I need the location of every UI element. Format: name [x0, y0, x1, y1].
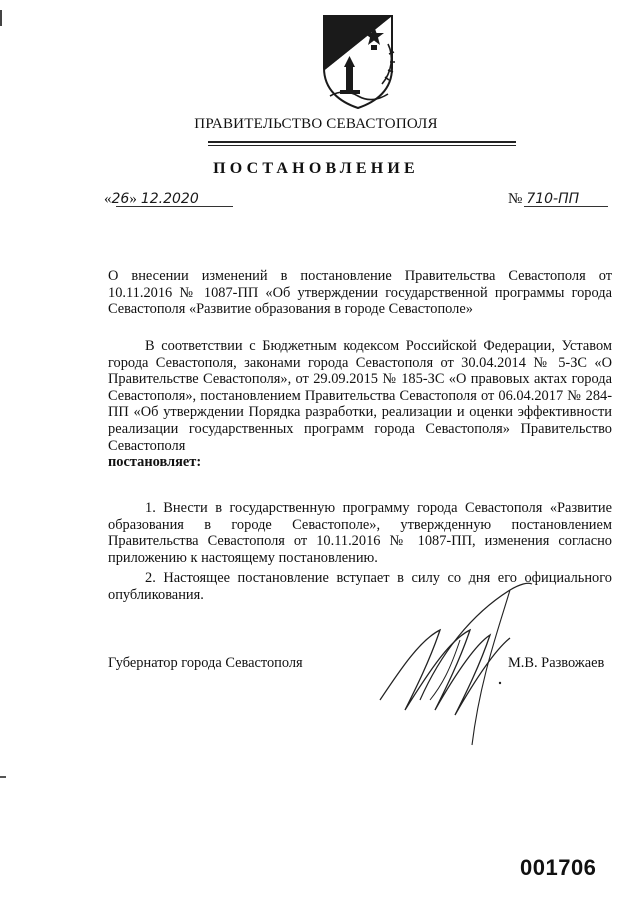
organization-name: ПРАВИТЕЛЬСТВО СЕВАСТОПОЛЯ [194, 116, 438, 132]
resolution-item-1: 1. Внести в государственную программу города Севастополя «Развитие образования в городе Севастополе», утвержденную постановлением Правительства Севастополя от 10.11.2016 № 1087-ПП, изменения согласно приложению к настоящему постановлению. [108, 500, 612, 566]
resolution-item-2: 2. Настоящее постановление вступает в силу со дня его официального опубликования. [108, 570, 612, 603]
resolves-keyword: постановляет: [108, 454, 202, 471]
document-title: О внесении изменений в постановление Правительства Севастополя от 10.11.2016 № 1087-ПП «Об утверждении государственной программы города Севастополя «Развитие образования в городе Севастополе» [108, 268, 612, 318]
scan-edge-mark-top [0, 10, 2, 26]
header-rule-thin [208, 145, 516, 146]
date-underline [116, 206, 233, 207]
number-underline [524, 206, 608, 207]
date-day: 26 [111, 191, 130, 207]
handwritten-signature-icon [360, 560, 560, 760]
legal-basis-paragraph [108, 338, 612, 471]
document-date [104, 190, 232, 210]
signer-position: Губернатор города Севастополя [108, 655, 303, 671]
signer-name: М.В. Развожаев [508, 655, 605, 671]
serial-number: 001706 [520, 855, 597, 880]
header-rule-thick [208, 141, 516, 143]
document-number [508, 190, 608, 210]
number-prefix: № [508, 191, 523, 207]
scan-edge-mark-left [0, 776, 6, 778]
date-close-quote: » [129, 191, 137, 207]
legal-basis-text: В соответствии с Бюджетным кодексом Российской Федерации, Уставом города Севастополя, законами города Севастополя от 30.04.2014 № 5-ЗС «О Правительстве Севастополя», от 29.09.2015 № 185-ЗС «О правовых актах города Севастополя», постановлением Правительства Севастополя от 06.04.2017 № 284-ПП «Об утверждении Порядка разработки, реализации и оценки эффективности реализации государственных программ города Севастополя» Правительство Севастополя [108, 338, 612, 454]
document-type-heading: ПОСТАНОВЛЕНИЕ [213, 160, 419, 177]
date-month-year: 12.2020 [140, 191, 199, 207]
sevastopol-coat-of-arms-icon [318, 10, 398, 110]
date-open-quote: « [104, 191, 112, 207]
number-value: 710-ПП [526, 191, 580, 207]
